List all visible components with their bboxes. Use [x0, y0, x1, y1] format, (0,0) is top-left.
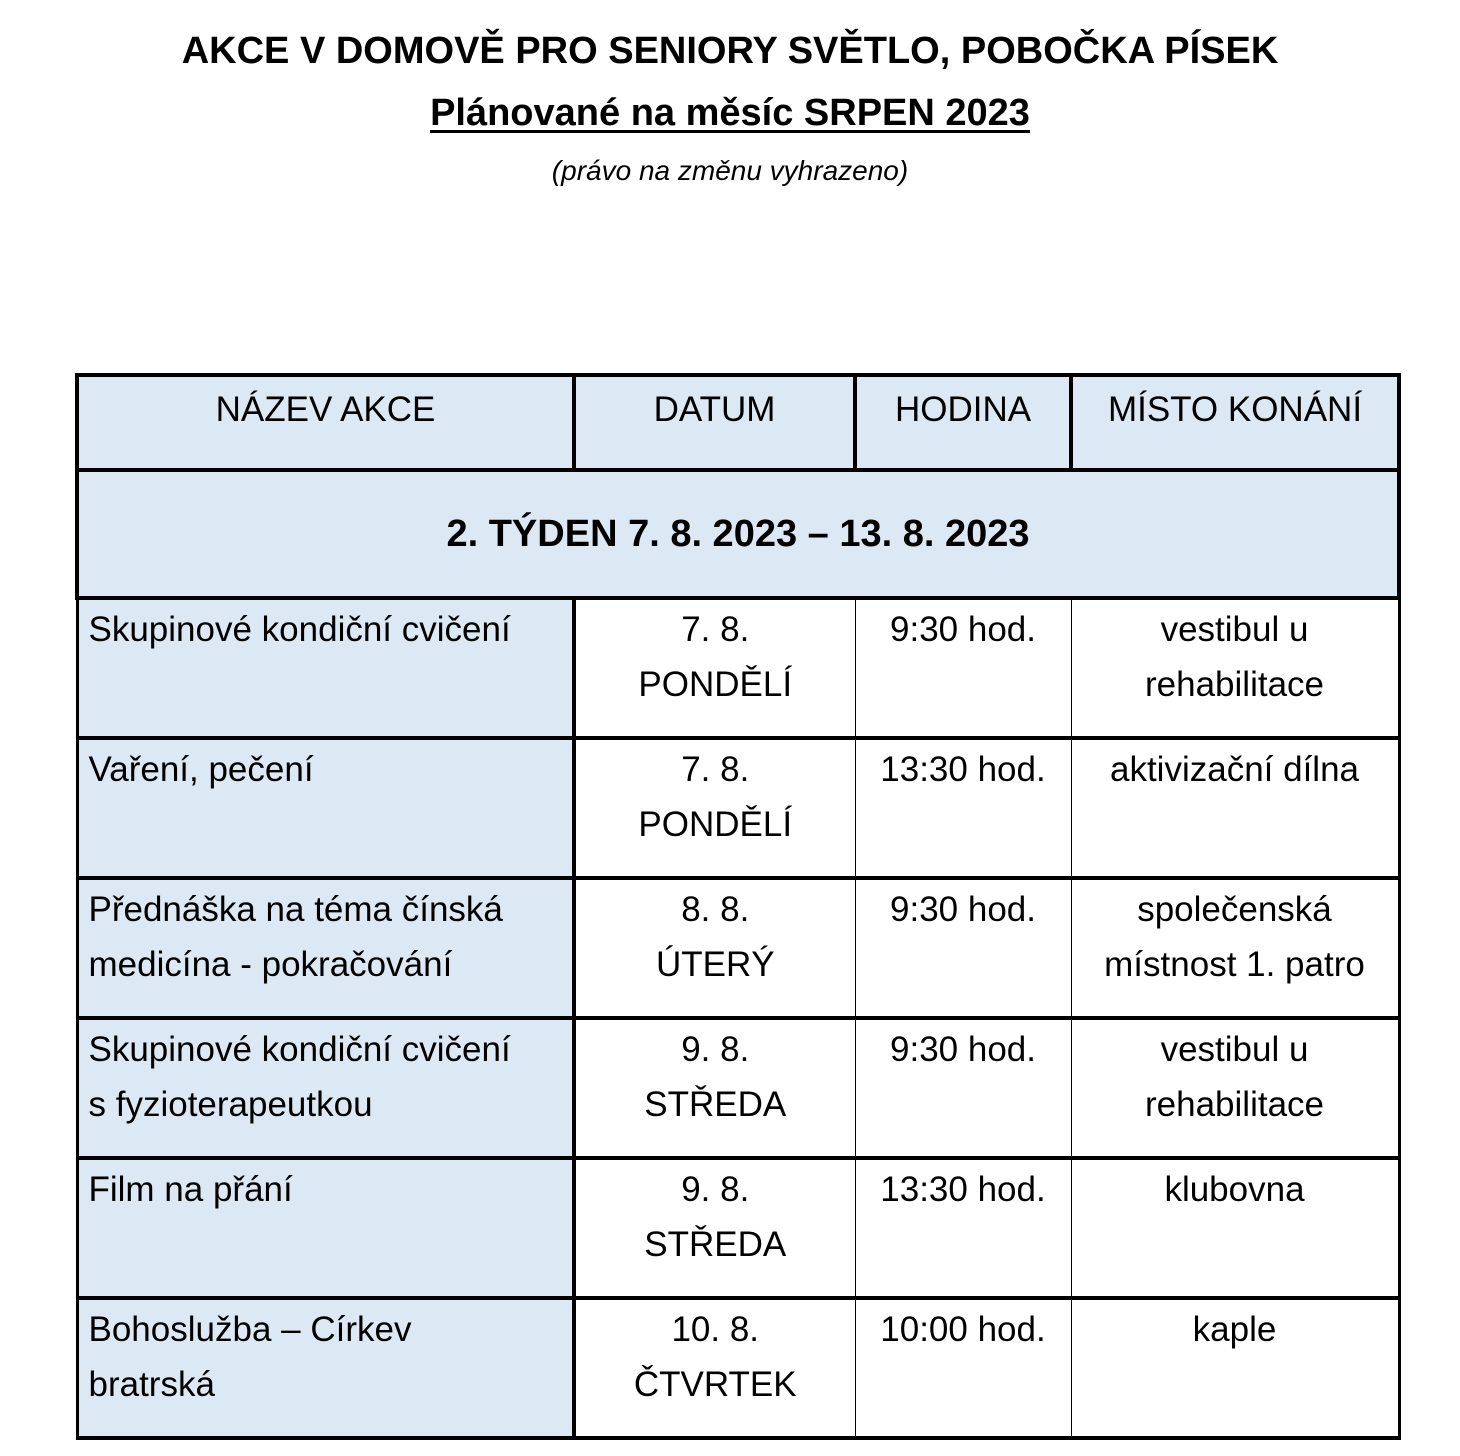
table-row: [77, 878, 1399, 1018]
column-header-date: DATUM: [574, 375, 855, 470]
event-name: Přednáška na téma čínská medicína - pokračování: [77, 878, 574, 1018]
event-place: vestibul u rehabilitace: [1071, 598, 1399, 738]
event-name: Skupinové kondiční cvičení: [77, 598, 574, 738]
event-place: aktivizační dílna: [1071, 738, 1399, 878]
table-header-row: [77, 375, 1399, 470]
table-row: [77, 1158, 1399, 1298]
event-time: 9:30 hod.: [855, 878, 1071, 1018]
event-date: 8. 8. ÚTERÝ: [574, 878, 855, 1018]
events-table: [75, 373, 1401, 1440]
event-name: Skupinové kondiční cvičení s fyzioterapeutkou: [77, 1018, 574, 1158]
event-date: 7. 8. PONDĚLÍ: [574, 598, 855, 738]
event-time: 10:00 hod.: [855, 1298, 1071, 1438]
table-row: [77, 1298, 1399, 1438]
event-place: kaple: [1071, 1298, 1399, 1438]
week-label: 2. TÝDEN 7. 8. 2023 – 13. 8. 2023: [77, 470, 1399, 598]
event-time: 9:30 hod.: [855, 598, 1071, 738]
event-name: Vaření, pečení: [77, 738, 574, 878]
event-place: společenská místnost 1. patro: [1071, 878, 1399, 1018]
column-header-name: NÁZEV AKCE: [77, 375, 574, 470]
week-row: [77, 470, 1399, 598]
event-name: Bohoslužba – Církev bratrská: [77, 1298, 574, 1438]
event-name: Film na přání: [77, 1158, 574, 1298]
column-header-time: HODINA: [855, 375, 1071, 470]
event-time: 9:30 hod.: [855, 1018, 1071, 1158]
event-date: 7. 8. PONDĚLÍ: [574, 738, 855, 878]
column-header-place: MÍSTO KONÁNÍ: [1071, 375, 1399, 470]
table-row: [77, 598, 1399, 738]
page-title: AKCE V DOMOVĚ PRO SENIORY SVĚTLO, POBOČKA PÍSEK: [181, 30, 1279, 72]
page-subtitle: Plánované na měsíc SRPEN 2023: [430, 92, 1030, 134]
event-time: 13:30 hod.: [855, 1158, 1071, 1298]
event-date: 9. 8. STŘEDA: [574, 1018, 855, 1158]
event-place: klubovna: [1071, 1158, 1399, 1298]
table-row: [77, 738, 1399, 878]
event-time: 13:30 hod.: [855, 738, 1071, 878]
event-date: 9. 8. STŘEDA: [574, 1158, 855, 1298]
page-note: (právo na změnu vyhrazeno): [551, 155, 909, 186]
event-date: 10. 8. ČTVRTEK: [574, 1298, 855, 1438]
event-place: vestibul u rehabilitace: [1071, 1018, 1399, 1158]
table-row: [77, 1018, 1399, 1158]
